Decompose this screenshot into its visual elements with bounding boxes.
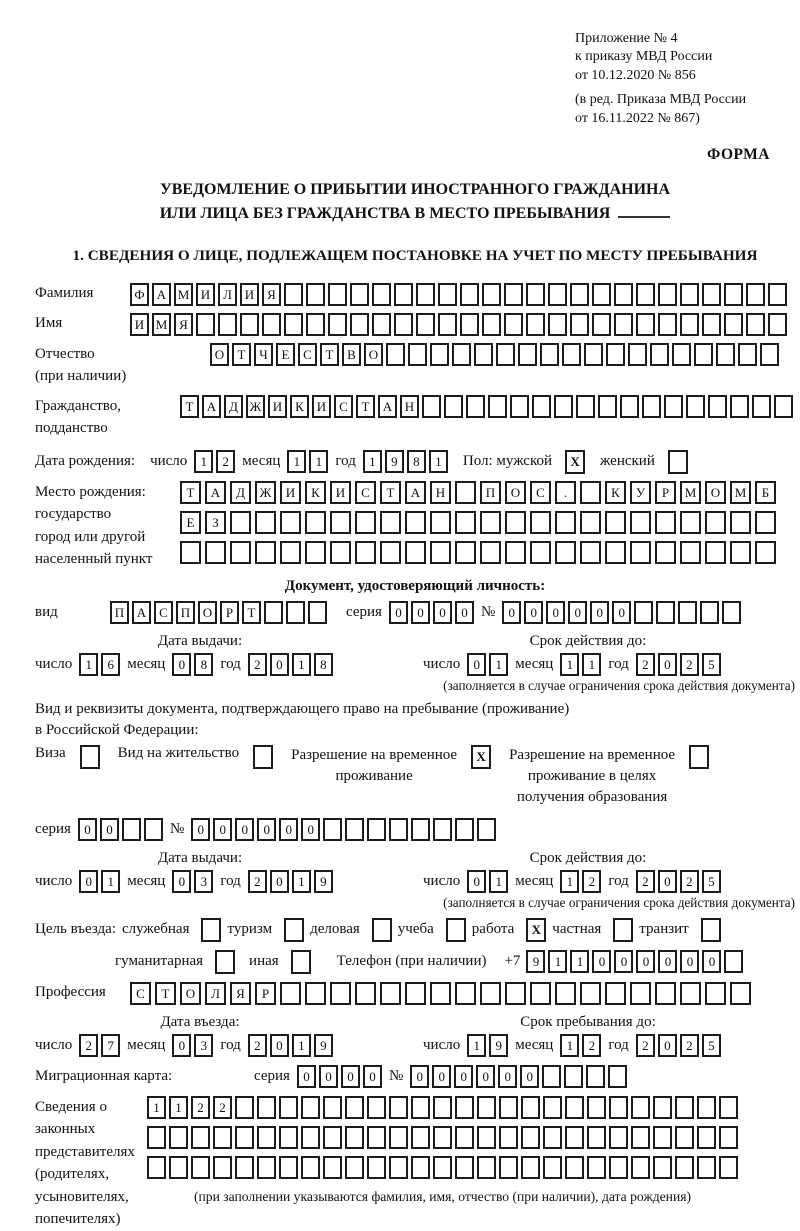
residence-permit-checkbox: [253, 745, 273, 769]
entry-month-cells: 0 3: [172, 1034, 213, 1057]
permit-issue-day-cells: 0 1: [79, 870, 120, 893]
visa-label: Виза: [35, 744, 66, 761]
year-label: год: [220, 655, 241, 672]
form-title: [35, 178, 795, 224]
birth-day-cells: 1 2: [194, 450, 235, 473]
purpose-label: Цель въезда:: [35, 921, 116, 938]
name-label: Имя: [35, 314, 63, 331]
valid-until-title: Срок действия до:: [529, 849, 647, 866]
day-label: число: [35, 1036, 73, 1053]
permit-valid-group: [423, 850, 795, 893]
purpose-business-label: деловая: [310, 921, 360, 938]
permit-series-label: серия: [35, 820, 71, 837]
form-title-line2: ИЛИ ЛИЦА БЕЗ ГРАЖДАНСТВА В МЕСТО ПРЕБЫВАНИЯ: [35, 202, 795, 225]
day-label: число: [423, 655, 461, 672]
permit-valid-month-cells: 1 2: [560, 870, 601, 893]
doc-valid-month-cells: 1 1: [560, 653, 601, 676]
appendix-line: от 10.12.2020 № 856: [575, 67, 696, 83]
issue-date-title: Дата выдачи:: [157, 632, 243, 649]
patronymic-label: Отчество (при наличии): [35, 345, 127, 385]
year-label: год: [220, 1036, 241, 1053]
purpose-work-checkbox: X: [526, 918, 546, 942]
purpose-humanitarian-checkbox: [215, 950, 235, 974]
form-title-line1: УВЕДОМЛЕНИЕ О ПРИБЫТИИ ИНОСТРАННОГО ГРАЖДАНИНА: [159, 181, 671, 199]
month-label: месяц: [515, 872, 554, 889]
permit-issue-year-cells: 2 0 1 9: [248, 870, 333, 893]
validity-note: (заполняется в случае ограничения срока действия документа): [443, 677, 795, 693]
purpose-tourism-label: туризм: [227, 921, 273, 938]
forma-label: ФОРМА: [706, 146, 770, 164]
stay-day-cells: 1 9: [467, 1034, 508, 1057]
month-label: месяц: [515, 655, 554, 672]
profession-row: [35, 982, 795, 1005]
issue-date-title: Дата выдачи:: [157, 849, 243, 866]
validity-note: (заполняется в случае ограничения срока действия документа): [443, 894, 795, 910]
purpose-private-checkbox: [613, 918, 633, 942]
doc-valid-year-cells: 2 0 2 5: [636, 653, 721, 676]
year-label: год: [608, 872, 629, 889]
appendix-line: от 16.11.2022 № 867): [575, 110, 700, 126]
doc-valid-day-cells: 0 1: [467, 653, 508, 676]
permit-issue-group: [35, 850, 423, 893]
month-label: месяц: [127, 655, 166, 672]
birthplace-label: Место рождения: государство город или другой населенный пункт: [35, 483, 153, 568]
purpose-study-label: учеба: [397, 921, 434, 938]
permit-valid-day-cells: 0 1: [467, 870, 508, 893]
doc-issue-group: [35, 633, 423, 676]
sex-female-checkbox: [668, 450, 688, 474]
phone-prefix: +7: [504, 953, 521, 970]
entry-date-title: Дата въезда:: [160, 1013, 240, 1030]
permit-series-row: [35, 818, 795, 841]
birthplace-cells-line3: [180, 541, 776, 564]
representatives-cells-line3: [147, 1156, 738, 1179]
purpose-official-checkbox: [201, 918, 221, 942]
birth-month-cells: 1 1: [287, 450, 328, 473]
appendix-line: (в ред. Приказа МВД России: [575, 92, 747, 108]
sex-female-label: женский: [600, 453, 655, 470]
appendix-line: Приложение № 4: [575, 31, 678, 46]
doc-type-label: вид: [35, 603, 58, 620]
day-label: число: [423, 1036, 461, 1053]
month-label: месяц: [127, 1036, 166, 1053]
citizenship-row: [35, 395, 795, 440]
purpose-humanitarian-label: гуманитарная: [115, 953, 204, 970]
sex-male-label: Пол: мужской: [462, 453, 553, 470]
stay-until-group: [423, 1014, 795, 1057]
representatives-label: Сведения о законных представителях (родителях, усыновителях, попечителях): [35, 1098, 135, 1228]
entry-purpose-row: [35, 918, 795, 942]
entry-date-group: [35, 1014, 423, 1057]
birthdate-row: [35, 450, 795, 474]
entry-day-cells: 2 7: [79, 1034, 120, 1057]
patronymic-row: [35, 343, 795, 388]
profession-cells: С Т О Л Я Р: [130, 982, 751, 1005]
representatives-cells-line1: 1 1 2 2: [147, 1096, 738, 1119]
month-label: месяц: [515, 1036, 554, 1053]
phone-cells: 9 1 1 0 0 0 0 0 0: [526, 950, 743, 973]
purpose-study-checkbox: [446, 918, 466, 942]
title-blank-line: [618, 205, 670, 218]
day-label: число: [150, 453, 188, 470]
purpose-other-label: иная: [249, 953, 279, 970]
temp-residence-edu-option: [509, 745, 709, 808]
residence-doc-options: [35, 745, 795, 808]
entry-year-cells: 2 0 1 9: [248, 1034, 333, 1057]
name-row: [35, 313, 795, 336]
entry-purpose-row2: [35, 950, 795, 974]
doc-issue-year-cells: 2 0 1 8: [248, 653, 333, 676]
birthplace-cells-line1: Т А Д Ж И К И С Т А Н П О С . К У Р М О М Б: [180, 481, 776, 504]
purpose-private-label: частная: [552, 921, 602, 938]
purpose-official-label: служебная: [121, 921, 190, 938]
year-label: год: [335, 453, 356, 470]
visa-checkbox: [80, 745, 100, 769]
representatives-note: (при заполнении указываются фамилия, имя, отчество (при наличии), дата рождения): [193, 1188, 692, 1204]
birthplace-cells-line2: Е З: [180, 511, 776, 534]
day-label: число: [35, 655, 73, 672]
birthplace-cells: [180, 481, 776, 571]
migration-card-row: [35, 1065, 795, 1088]
doc-valid-group: [423, 633, 795, 676]
temp-residence-label: Разрешение на временное проживание: [291, 746, 458, 784]
day-label: число: [423, 872, 461, 889]
identity-doc-row: [35, 601, 795, 624]
purpose-business-checkbox: [372, 918, 392, 942]
purpose-work-label: работа: [471, 921, 515, 938]
surname-cells: Ф А М И Л И Я: [130, 283, 787, 306]
doc-issue-day-cells: 1 6: [79, 653, 120, 676]
name-cells: И М Я: [130, 313, 787, 336]
doc-dates-row: [35, 633, 795, 676]
migration-number-cells: 0 0 0 0 0 0: [410, 1065, 627, 1088]
temp-residence-option: [291, 745, 491, 787]
year-label: год: [220, 872, 241, 889]
doc-issue-month-cells: 0 8: [172, 653, 213, 676]
migration-card-label: Миграционная карта:: [35, 1067, 173, 1084]
doc-number-cells: 0 0 0 0 0 0: [502, 601, 741, 624]
appendix-line: к приказу МВД России: [575, 49, 713, 65]
section1-title: 1. СВЕДЕНИЯ О ЛИЦЕ, ПОДЛЕЖАЩЕМ ПОСТАНОВКЕ НА УЧЕТ ПО МЕСТУ ПРЕБЫВАНИЯ: [72, 246, 758, 264]
migration-number-label: №: [388, 1067, 404, 1084]
representatives-row: [35, 1096, 795, 1231]
entry-dates-row: [35, 1014, 795, 1057]
stay-until-title: Срок пребывания до:: [520, 1013, 656, 1030]
stay-year-cells: 2 0 2 5: [636, 1034, 721, 1057]
purpose-tourism-checkbox: [284, 918, 304, 942]
purpose-transit-label: транзит: [639, 921, 689, 938]
permit-issue-month-cells: 0 3: [172, 870, 213, 893]
representatives-cells-line2: [147, 1126, 738, 1149]
patronymic-cells: О Т Ч Е С Т В О: [210, 343, 779, 366]
appendix-reference: [575, 30, 800, 128]
valid-until-title: Срок действия до:: [529, 632, 647, 649]
temp-residence-checkbox: X: [471, 745, 491, 769]
residence-doc-line1: Вид и реквизиты документа, подтверждающего право на пребывание (проживание): [35, 700, 570, 717]
migration-series-label: серия: [254, 1067, 290, 1084]
birth-year-cells: 1 9 8 1: [363, 450, 448, 473]
visa-option: [35, 745, 100, 769]
temp-residence-edu-label: Разрешение на временное проживание в целях получения образования: [509, 746, 676, 805]
stay-month-cells: 1 2: [560, 1034, 601, 1057]
month-label: месяц: [242, 453, 281, 470]
surname-row: [35, 283, 795, 306]
year-label: год: [608, 655, 629, 672]
doc-number-label: №: [480, 603, 496, 620]
profession-label: Профессия: [35, 983, 106, 1000]
migration-series-cells: 0 0 0 0: [297, 1065, 382, 1088]
residence-permit-label: Вид на жительство: [117, 744, 240, 761]
day-label: число: [35, 872, 73, 889]
doc-series-label: серия: [346, 603, 382, 620]
month-label: месяц: [127, 872, 166, 889]
temp-residence-edu-checkbox: [689, 745, 709, 769]
phone-label: Телефон (при наличии): [336, 953, 487, 970]
doc-type-cells: П А С П О Р Т: [110, 601, 327, 624]
residence-permit-option: [118, 745, 273, 769]
citizenship-label: Гражданство, подданство: [35, 397, 122, 437]
purpose-other-checkbox: [291, 950, 311, 974]
purpose-transit-checkbox: [701, 918, 721, 942]
permit-number-label: №: [169, 820, 185, 837]
birthplace-row: [35, 481, 795, 571]
identity-doc-header: Документ, удостоверяющий личность:: [284, 577, 546, 594]
permit-valid-year-cells: 2 0 2 5: [636, 870, 721, 893]
permit-series-cells: 0 0: [78, 818, 163, 841]
birthdate-label: Дата рождения:: [35, 453, 136, 470]
permit-dates-row: [35, 850, 795, 893]
year-label: год: [608, 1036, 629, 1053]
sex-male-checkbox: X: [565, 450, 585, 474]
permit-number-cells: 0 0 0 0 0 0: [191, 818, 496, 841]
surname-label: Фамилия: [35, 284, 94, 301]
citizenship-cells: Т А Д Ж И К И С Т А Н: [180, 395, 793, 418]
doc-series-cells: 0 0 0 0: [389, 601, 474, 624]
representatives-cells: [147, 1096, 738, 1205]
residence-doc-line2: в Российской Федерации:: [35, 721, 199, 738]
